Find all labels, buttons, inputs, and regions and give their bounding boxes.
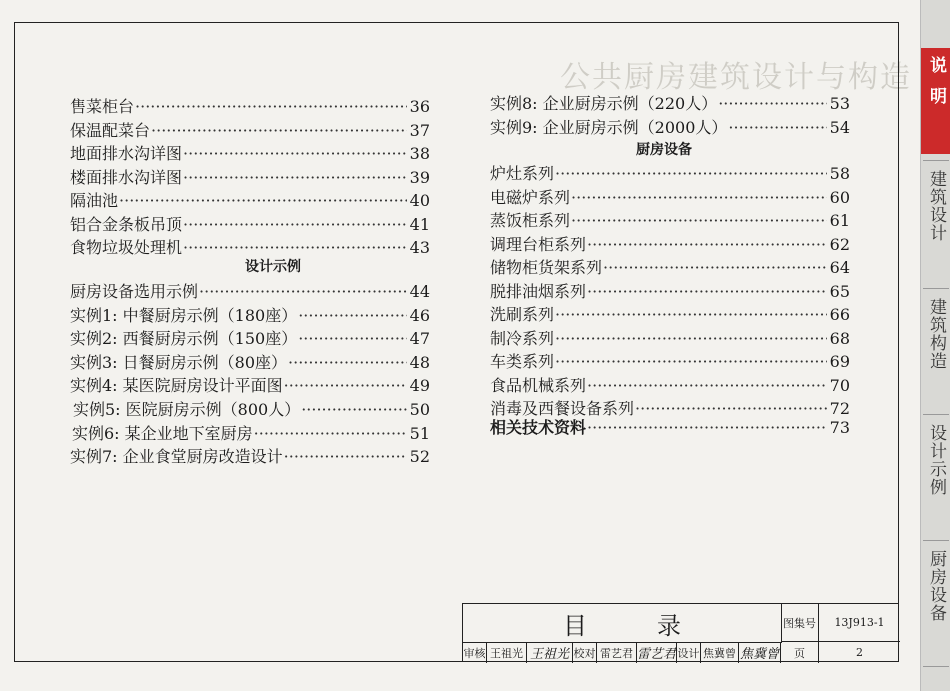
toc-entry-label: 楼面排水沟详图 (70, 167, 183, 187)
toc-entry-label: 洗刷系列 (490, 305, 555, 324)
toc-leader-dots (555, 352, 827, 372)
tab-architectural-construction[interactable] (921, 298, 950, 408)
toc-entry-label: 实例4: 某医院厨房设计平面图 (70, 376, 283, 396)
toc-entry[interactable] (490, 258, 850, 278)
toc-entry-page: 58 (829, 164, 850, 183)
checker-signature: 雷艺君 (637, 642, 677, 663)
title-block-heading: 目录 (463, 604, 782, 643)
toc-leader-dots (728, 118, 827, 138)
toc-entry[interactable] (70, 376, 430, 396)
toc-leader-dots (587, 418, 827, 438)
toc-entry-page: 65 (829, 281, 850, 301)
tab-divider (923, 414, 949, 415)
toc-leader-dots (555, 164, 827, 184)
check-label: 校对 (573, 642, 597, 663)
toc-leader-dots (555, 329, 827, 349)
page-number: 2 (856, 646, 863, 659)
toc-leader-dots (183, 144, 407, 164)
toc-entry-page: 50 (409, 400, 430, 419)
toc-leader-dots (183, 238, 407, 258)
toc-entry-page: 70 (829, 375, 850, 395)
toc-entry[interactable] (490, 305, 850, 325)
toc-leader-dots (587, 282, 827, 302)
toc-entry-label: 电磁炉系列 (490, 187, 571, 207)
designer-signature: 焦冀曾 (739, 642, 781, 663)
checker-name: 雷艺君 (597, 642, 637, 663)
tab-divider (923, 288, 949, 289)
toc-entry-page: 36 (409, 97, 430, 116)
toc-entry-label: 售菜柜台 (70, 97, 135, 116)
toc-leader-dots (183, 168, 407, 188)
toc-entry[interactable] (70, 168, 430, 188)
toc-entry[interactable] (490, 376, 850, 396)
toc-entry[interactable] (70, 306, 430, 326)
toc-entry-page: 54 (829, 117, 850, 137)
section-heading-kitchen-equipment: 厨房设备 (636, 142, 692, 158)
review-label: 审核 (463, 642, 487, 663)
toc-entry-page: 64 (829, 258, 850, 277)
toc-entry-label: 相关技术资料 (490, 418, 587, 437)
toc-entry[interactable] (490, 188, 850, 208)
toc-leader-dots (571, 188, 827, 208)
toc-leader-dots (571, 211, 827, 231)
toc-entry[interactable] (70, 329, 430, 349)
toc-leader-dots (284, 447, 407, 467)
toc-entry[interactable] (70, 238, 430, 258)
toc-entry-page: 37 (409, 120, 430, 140)
toc-entry[interactable] (70, 144, 430, 164)
toc-entry[interactable] (490, 329, 850, 349)
toc-entry[interactable] (490, 164, 850, 184)
tab-design-examples-label: 设计示例 (926, 424, 946, 496)
toc-entry[interactable] (490, 399, 850, 419)
toc-entry-label: 铝合金条板吊顶 (70, 214, 183, 234)
toc-entry[interactable] (73, 400, 430, 420)
designer-name: 焦冀曾 (701, 642, 739, 663)
toc-entry-label: 炉灶系列 (490, 164, 555, 183)
toc-entry-label: 实例7: 企业食堂厨房改造设计 (70, 447, 283, 467)
toc-entry[interactable] (70, 97, 430, 117)
toc-entry-label: 隔油池 (70, 191, 119, 210)
toc-entry-label: 地面排水沟详图 (70, 144, 183, 163)
toc-entry-page: 72 (829, 399, 850, 418)
toc-leader-dots (199, 282, 407, 302)
design-label: 设计 (677, 642, 701, 663)
toc-entry-page: 69 (829, 352, 850, 371)
toc-entry-label: 食物垃圾处理机 (70, 238, 183, 257)
toc-leader-dots (254, 424, 407, 444)
toc-entry-label: 食品机械系列 (490, 375, 587, 395)
tab-divider (923, 160, 949, 161)
toc-entry[interactable] (70, 215, 430, 235)
toc-entry-page: 41 (409, 214, 430, 234)
toc-entry-label: 保温配菜台 (70, 120, 151, 140)
reviewer-signature: 王祖光 (527, 642, 573, 663)
toc-entry-label: 脱排油烟系列 (490, 281, 587, 301)
tab-kitchen-equipment[interactable] (921, 550, 950, 660)
toc-entry[interactable] (490, 282, 850, 302)
toc-entry-page: 49 (409, 376, 430, 396)
toc-leader-dots (119, 191, 407, 211)
toc-leader-dots (603, 258, 827, 278)
toc-entry-label: 蒸饭柜系列 (490, 211, 571, 230)
toc-entry[interactable] (70, 191, 430, 211)
tab-architectural-design-label: 建筑设计 (926, 170, 946, 242)
toc-leader-dots (587, 235, 827, 255)
toc-entry-label: 实例5: 医院厨房示例（800人） (73, 400, 301, 419)
toc-leader-dots (135, 97, 407, 117)
toc-leader-dots (587, 376, 827, 396)
toc-entry-page: 73 (829, 418, 850, 437)
toc-entry[interactable] (490, 211, 850, 231)
toc-entry-page: 66 (829, 305, 850, 324)
tab-design-examples[interactable] (921, 424, 950, 534)
toc-entry-label: 实例1: 中餐厨房示例（180座） (70, 305, 298, 325)
toc-entry[interactable] (70, 447, 430, 467)
toc-entry-page: 52 (409, 447, 430, 467)
faint-background-heading: 公共厨房建筑设计与构造 (560, 60, 912, 95)
toc-entry-page: 62 (829, 234, 850, 254)
toc-entry[interactable] (490, 118, 850, 138)
toc-entry-page: 48 (409, 352, 430, 372)
toc-entry[interactable] (490, 94, 850, 114)
toc-entry-page: 61 (829, 211, 850, 230)
tab-instructions[interactable] (921, 48, 950, 154)
toc-entry-page: 51 (409, 423, 430, 443)
title-block (462, 603, 899, 662)
toc-leader-dots (635, 399, 827, 419)
toc-entry-page: 44 (409, 282, 430, 301)
tab-architectural-design[interactable] (921, 170, 950, 280)
toc-entry-related-technical-data[interactable] (490, 418, 850, 438)
toc-entry-page: 60 (829, 187, 850, 207)
tab-instructions-label: 说明 (926, 56, 946, 118)
toc-entry-label: 厨房设备选用示例 (70, 282, 199, 301)
toc-entry[interactable] (72, 424, 430, 444)
toc-leader-dots (298, 329, 407, 349)
toc-entry-label: 实例6: 某企业地下室厨房 (72, 423, 253, 443)
toc-entry-label: 储物柜货架系列 (490, 258, 603, 277)
tab-divider (923, 666, 949, 667)
toc-entry-label: 实例3: 日餐厨房示例（80座） (70, 352, 288, 372)
atlas-number-label: 图集号 (781, 604, 819, 642)
toc-leader-dots (555, 305, 827, 325)
toc-entry-label: 实例9: 企业厨房示例（2000人） (490, 117, 728, 137)
toc-entry-label: 车类系列 (490, 352, 555, 371)
toc-entry-page: 47 (409, 329, 430, 349)
toc-entry-label: 调理台柜系列 (490, 234, 587, 254)
toc-leader-dots (301, 400, 407, 420)
section-heading-design-examples: 设计示例 (245, 259, 301, 275)
toc-entry-page: 38 (409, 144, 430, 163)
toc-leader-dots (718, 94, 827, 114)
side-tab-bar (920, 0, 950, 691)
toc-entry[interactable] (70, 353, 430, 373)
toc-entry-label: 制冷系列 (490, 328, 555, 348)
toc-entry-page: 46 (409, 305, 430, 325)
toc-entry[interactable] (490, 352, 850, 372)
page-label: 页 (781, 642, 819, 663)
toc-leader-dots (288, 353, 407, 373)
toc-entry-label: 消毒及西餐设备系列 (490, 399, 635, 418)
toc-entry[interactable] (70, 282, 430, 302)
reviewer-name: 王祖光 (487, 642, 527, 663)
tab-divider (923, 540, 949, 541)
toc-entry[interactable] (490, 235, 850, 255)
toc-leader-dots (151, 121, 407, 141)
toc-leader-dots (183, 215, 407, 235)
atlas-number: 13J913-1 (819, 604, 900, 642)
toc-entry[interactable] (70, 121, 430, 141)
tab-architectural-construction-label: 建筑构造 (926, 298, 946, 370)
tab-kitchen-equipment-label: 厨房设备 (926, 550, 946, 622)
toc-entry-page: 53 (829, 94, 850, 113)
toc-leader-dots (284, 376, 407, 396)
toc-entry-label: 实例8: 企业厨房示例（220人） (490, 94, 718, 113)
toc-leader-dots (298, 306, 407, 326)
toc-entry-page: 68 (829, 328, 850, 348)
toc-entry-label: 实例2: 西餐厨房示例（150座） (70, 329, 298, 349)
toc-entry-page: 39 (409, 167, 430, 187)
toc-entry-page: 43 (409, 238, 430, 257)
toc-entry-page: 40 (409, 191, 430, 210)
